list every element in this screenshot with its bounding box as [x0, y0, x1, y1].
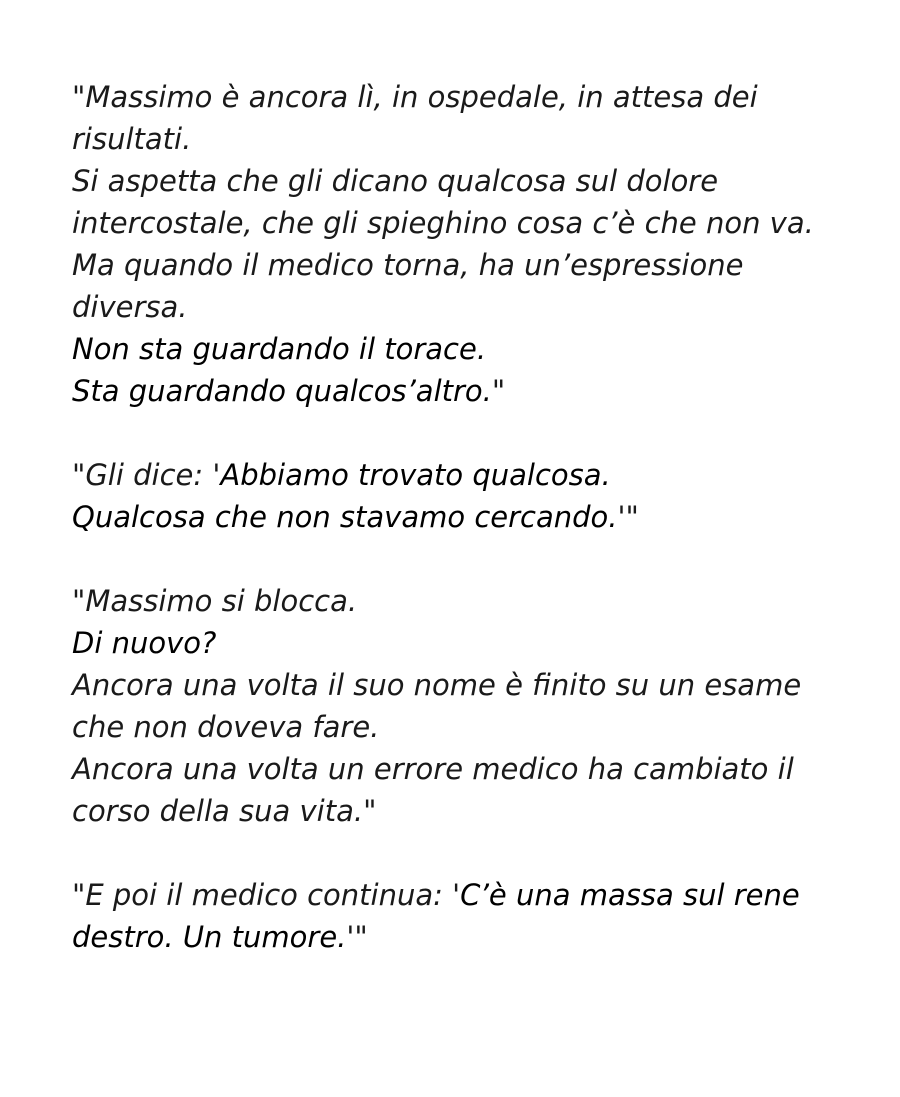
text-line [72, 454, 862, 496]
text-line: Ancora una volta un errore medico ha cambiato il [72, 752, 794, 786]
text-line: diversa. [72, 290, 188, 324]
paragraph-doctor-says [72, 454, 862, 538]
text-line [72, 496, 862, 538]
emphasis-text: destro. Un tumore. [72, 920, 347, 954]
text-line: "Massimo è ancora lì, in ospedale, in attesa dei [72, 80, 758, 114]
closing-quote: " [491, 374, 506, 408]
text-line [72, 370, 862, 412]
text-line: "Massimo si blocca. [72, 584, 358, 618]
emphasis-text: Sta guardando qualcos’altro. [72, 374, 492, 408]
paragraph-massimo-freezes [72, 580, 862, 832]
story-text [72, 76, 862, 1000]
paragraph-hospital [72, 76, 862, 412]
text-line: Si aspetta che gli dicano qualcosa sul dolore [72, 164, 719, 198]
text-line: Ma quando il medico torna, ha un’espressione [72, 248, 744, 282]
emphasis-text: Abbiamo trovato qualcosa. [220, 458, 611, 492]
emphasis-text: Qualcosa che non stavamo cercando. [72, 500, 618, 534]
text-line: risultati. [72, 122, 192, 156]
text-line: corso della sua vita." [72, 794, 377, 828]
emphasis-text: C’è una massa sul rene [460, 878, 800, 912]
text-line: Ancora una volta il suo nome è finito su un esame [72, 668, 802, 702]
text-line: che non doveva fare. [72, 710, 380, 744]
paragraph-diagnosis [72, 874, 862, 958]
emphasis-line: Non sta guardando il torace. [72, 332, 487, 366]
closing-quote: '" [617, 500, 639, 534]
text-line: intercostale, che gli spieghino cosa c’è che non va. [72, 206, 814, 240]
emphasis-line: Di nuovo? [72, 626, 217, 660]
intro-text: "E poi il medico continua: ' [72, 878, 461, 912]
closing-quote: '" [346, 920, 368, 954]
text-line [72, 916, 862, 958]
text-line [72, 874, 862, 916]
intro-text: "Gli dice: ' [72, 458, 221, 492]
